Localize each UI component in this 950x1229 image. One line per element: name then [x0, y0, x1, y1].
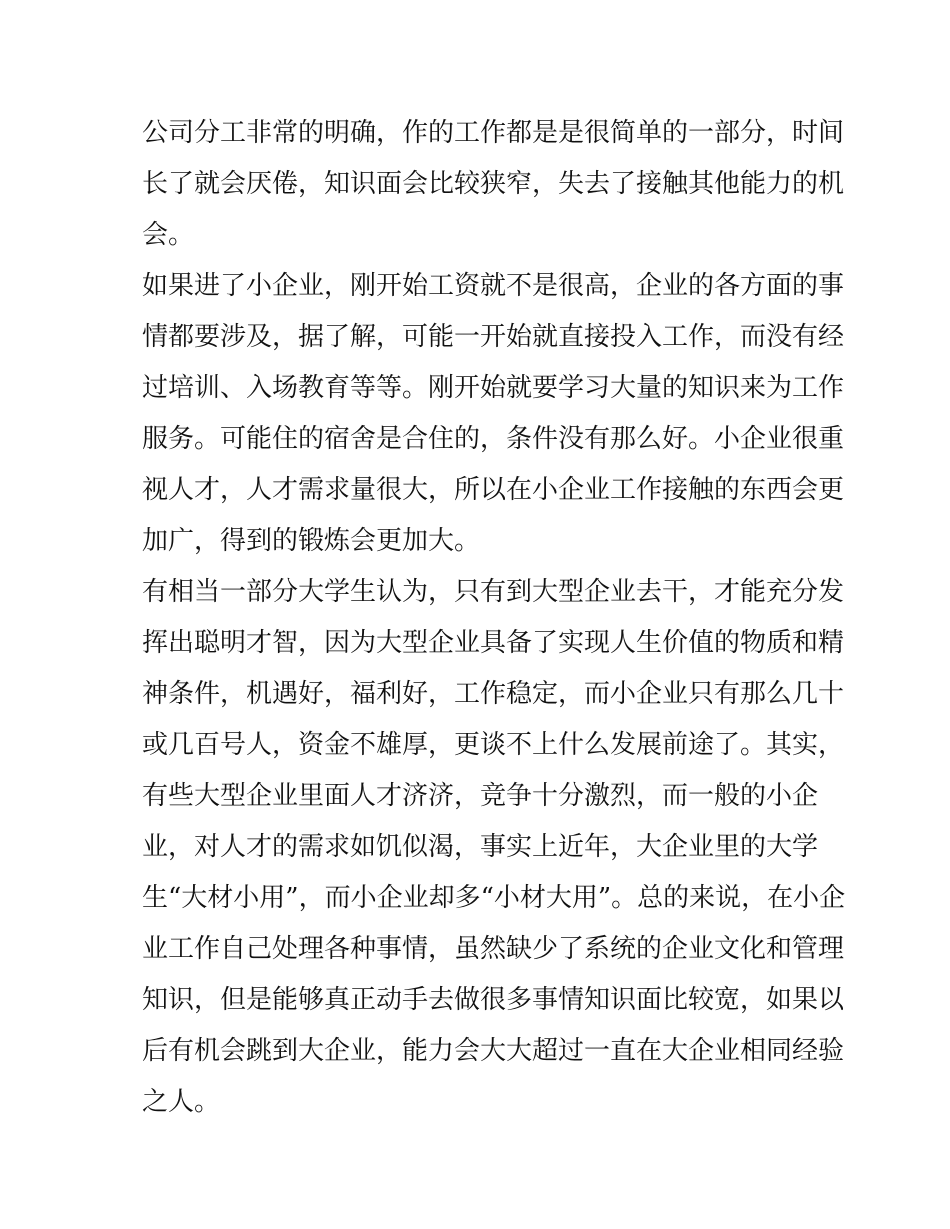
- body-text: [142, 108, 846, 1128]
- text-line: 或几百号人，资金不雄厚，更谈不上什么发展前途了。其实，: [142, 730, 845, 760]
- text-line: 会。: [142, 220, 195, 250]
- text-line: 长了就会厌倦，知识面会比较狭窄，失去了接触其他能力的机: [142, 169, 845, 199]
- text-line: 过培训、入场教育等等。刚开始就要学习大量的知识来为工作: [142, 373, 845, 403]
- text-line: 业，对人才的需求如饥似渴，事实上近年，大企业里的大学: [142, 832, 819, 862]
- text-line: 有相当一部分大学生认为，只有到大型企业去干，才能充分发: [142, 577, 845, 607]
- text-line: 后有机会跳到大企业，能力会大大超过一直在大企业相同经验: [142, 1036, 845, 1066]
- text-line: 挥出聪明才智，因为大型企业具备了实现人生价值的物质和精: [142, 628, 845, 658]
- text-line: 加广，得到的锻炼会更加大。: [142, 526, 481, 556]
- text-line: 视人才，人才需求量很大，所以在小企业工作接触的东西会更: [142, 475, 845, 505]
- text-line: 生“大材小用”，而小企业却多“小材大用”。总的来说，在小企: [142, 883, 846, 913]
- text-line: 神条件，机遇好，福利好，工作稳定，而小企业只有那么几十: [142, 679, 845, 709]
- text-line: 情都要涉及，据了解，可能一开始就直接投入工作，而没有经: [142, 322, 845, 352]
- text-line: 服务。可能住的宿舍是合住的，条件没有那么好。小企业很重: [142, 424, 845, 454]
- text-line: 知识，但是能够真正动手去做很多事情知识面比较宽，如果以: [142, 985, 845, 1015]
- text-line: 有些大型企业里面人才济济，竞争十分激烈，而一般的小企: [142, 781, 819, 811]
- text-line: 如果进了小企业，刚开始工资就不是很高，企业的各方面的事: [142, 271, 845, 301]
- text-line: 业工作自己处理各种事情，虽然缺少了系统的企业文化和管理: [142, 934, 845, 964]
- text-line: 之人。: [142, 1087, 221, 1117]
- text-line: 公司分工非常的明确，作的工作都是是很简单的一部分，时间: [142, 118, 845, 148]
